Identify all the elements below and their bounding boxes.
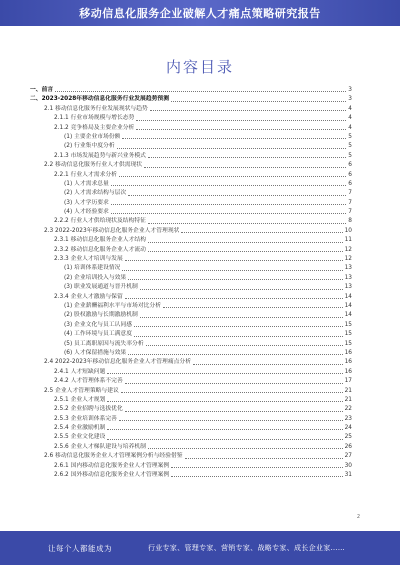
- toc-entry-title: 2.2.1 行业人才需求分析: [54, 171, 117, 178]
- toc-leader-dots: [148, 217, 346, 223]
- toc-entry-title: 2.4 2022-2023年移动信息化服务企业人才管理痛点分析: [44, 359, 192, 366]
- toc-entry[interactable]: [30, 142, 352, 151]
- toc-entry-title: 2.1.3 市场发展趋势与新兴业务模式: [54, 152, 146, 159]
- toc-entry[interactable]: [30, 452, 352, 461]
- toc-entry-page: 6: [348, 162, 352, 169]
- toc-entry[interactable]: [30, 105, 352, 114]
- toc-entry-title: 2.5.5 企业文化建设: [54, 434, 106, 441]
- toc-entry-page: 8: [348, 218, 352, 225]
- toc-entry-page: 15: [344, 321, 352, 328]
- report-title: 移动信息化服务企业破解人才痛点策略研究报告: [79, 7, 321, 20]
- toc-leader-dots: [181, 227, 342, 233]
- toc-entry-title: 一、前言: [30, 87, 54, 93]
- toc-entry[interactable]: [30, 462, 352, 471]
- toc-entry[interactable]: [30, 133, 352, 142]
- toc-entry[interactable]: [30, 255, 352, 264]
- toc-leader-dots: [107, 424, 342, 430]
- toc-leader-dots: [125, 293, 343, 299]
- toc-entry-page: 4: [348, 115, 352, 122]
- toc-entry-page: 16: [344, 349, 352, 356]
- toc-entry[interactable]: [30, 302, 352, 311]
- toc-leader-dots: [122, 133, 346, 139]
- toc-entry-page: 3: [348, 96, 352, 103]
- toc-entry[interactable]: [30, 208, 352, 217]
- toc-entry-title: 2.2 移动信息化服务行业人才供需现状: [44, 162, 143, 169]
- toc-entry-title: 2.1.1 行业市场规模与增长态势: [54, 115, 135, 122]
- toc-entry-page: 13: [344, 265, 352, 272]
- page-number: 2: [356, 514, 360, 520]
- toc-entry-title: (2) 行业集中度分析: [64, 143, 115, 150]
- toc-entry-page: 16: [344, 368, 352, 375]
- toc-entry-title: 2.3.2 移动信息化服务企业人才流动: [54, 246, 146, 253]
- toc-entry-page: 5: [348, 143, 352, 150]
- toc-entry-title: (5) 员工离职原因与流失率分析: [64, 340, 144, 347]
- toc-leader-dots: [171, 462, 342, 468]
- toc-leader-dots: [125, 377, 343, 383]
- toc-leader-dots: [125, 255, 343, 261]
- toc-leader-dots: [140, 311, 343, 317]
- toc-entry[interactable]: [30, 264, 352, 273]
- toc-leader-dots: [55, 86, 346, 92]
- toc-entry-title: 2.3.4 企业人才激励与保留: [54, 293, 123, 300]
- toc-entry-title: 2.5.1 企业人才规划: [54, 396, 106, 403]
- toc-leader-dots: [171, 95, 346, 101]
- toc-entry-title: 2.3.3 企业人才培训与发展: [54, 256, 123, 263]
- toc-list: [30, 86, 352, 480]
- toc-entry[interactable]: [30, 180, 352, 189]
- toc-entry-page: 14: [344, 293, 352, 300]
- toc-leader-dots: [119, 171, 346, 177]
- toc-leader-dots: [125, 405, 343, 411]
- toc-entry-page: 17: [344, 378, 352, 385]
- toc-entry-page: 15: [344, 331, 352, 338]
- toc-entry-page: 31: [344, 472, 352, 479]
- toc-entry-page: 14: [344, 312, 352, 319]
- toc-entry-title: (3) 企业文化与员工认同感: [64, 321, 133, 328]
- toc-entry[interactable]: [30, 86, 352, 95]
- toc-entry-title: 2.5 企业人才管理策略与建议: [44, 387, 119, 394]
- toc-entry-title: (4) 人才经验要求: [64, 209, 109, 216]
- toc-entry-page: 24: [344, 425, 352, 432]
- toc-entry-title: 2.5.4 企业激励机制: [54, 425, 106, 432]
- toc-leader-dots: [134, 321, 343, 327]
- toc-entry[interactable]: [30, 311, 352, 320]
- toc-entry-page: 16: [344, 359, 352, 366]
- toc-entry-page: 7: [348, 209, 352, 216]
- toc-entry[interactable]: [30, 246, 352, 255]
- toc-entry-title: 2.6.1 国内移动信息化服务企业人才管理案例: [54, 462, 170, 469]
- toc-entry[interactable]: [30, 217, 352, 226]
- toc-entry-page: 14: [344, 302, 352, 309]
- toc-entry-title: (2) 企业培训投入与效果: [64, 274, 127, 281]
- toc-entry-title: (2) 股权激励与长期激励机制: [64, 312, 138, 319]
- toc-entry-page: 25: [344, 434, 352, 441]
- toc-leader-dots: [111, 180, 346, 186]
- toc-entry[interactable]: [30, 114, 352, 123]
- document-page: [0, 26, 400, 531]
- toc-entry-page: 3: [348, 87, 352, 93]
- toc-leader-dots: [107, 396, 342, 402]
- toc-entry[interactable]: [30, 433, 352, 442]
- toc-leader-dots: [144, 161, 346, 167]
- toc-entry-page: 11: [344, 237, 352, 244]
- toc-leader-dots: [148, 236, 343, 242]
- toc-entry[interactable]: [30, 443, 352, 452]
- toc-entry-title: (1) 培训体系建设情况: [64, 265, 121, 272]
- toc-entry-page: 13: [344, 274, 352, 281]
- toc-entry[interactable]: [30, 387, 352, 396]
- toc-entry[interactable]: [30, 368, 352, 377]
- toc-leader-dots: [107, 368, 342, 374]
- footer-banner: [0, 531, 400, 565]
- toc-entry-page: 30: [344, 462, 352, 469]
- toc-entry-page: 12: [344, 256, 352, 263]
- toc-leader-dots: [122, 264, 342, 270]
- footer-slogan: 让每个人都能成为: [48, 543, 112, 553]
- toc-entry[interactable]: [30, 358, 352, 367]
- toc-leader-dots: [148, 246, 343, 252]
- toc-entry-title: 2.3 2022-2023年移动信息化服务企业人才管理现状: [44, 227, 180, 234]
- toc-leader-dots: [185, 452, 343, 458]
- toc-entry-page: 6: [348, 171, 352, 178]
- toc-entry-title: 2.6 移动信息化服务企业人才管理案例分析与经验借鉴: [44, 453, 183, 460]
- toc-leader-dots: [193, 358, 343, 364]
- report-header: [0, 0, 400, 26]
- toc-entry-title: (2) 人才需求结构与层次: [64, 190, 127, 197]
- toc-leader-dots: [117, 142, 347, 148]
- toc-entry-title: (6) 人才保留措施与效果: [64, 349, 127, 356]
- toc-leader-dots: [171, 471, 342, 477]
- toc-entry-page: 21: [344, 396, 352, 403]
- toc-entry[interactable]: [30, 349, 352, 358]
- toc-entry[interactable]: [30, 161, 352, 170]
- toc-entry[interactable]: [30, 199, 352, 208]
- toc-entry[interactable]: [30, 171, 352, 180]
- toc-entry[interactable]: [30, 189, 352, 198]
- toc-entry-title: 2.5.3 企业培训体系完善: [54, 415, 117, 422]
- toc-entry-title: (1) 企业薪酬福利水平与市场对比分析: [64, 302, 162, 309]
- toc-leader-dots: [163, 302, 343, 308]
- toc-entry[interactable]: [30, 321, 352, 330]
- toc-entry-page: 23: [344, 415, 352, 422]
- toc-entry-title: 2.6.2 国外移动信息化服务企业人才管理案例: [54, 472, 170, 479]
- toc-entry-page: 21: [344, 387, 352, 394]
- toc-leader-dots: [107, 433, 342, 439]
- toc-entry-page: 4: [348, 105, 352, 112]
- toc-entry[interactable]: [30, 293, 352, 302]
- toc-entry-title: 2.3.1 移动信息化服务企业人才结构: [54, 237, 146, 244]
- toc-entry[interactable]: [30, 424, 352, 433]
- toc-entry-title: 2.2.2 行业人才供给现状及结构特征: [54, 218, 146, 225]
- toc-entry[interactable]: [30, 124, 352, 133]
- toc-leader-dots: [134, 330, 343, 336]
- toc-title: 内容目录: [165, 58, 234, 76]
- toc-leader-dots: [146, 340, 343, 346]
- toc-entry[interactable]: [30, 405, 352, 414]
- toc-entry-title: 2.5.6 企业人才梯队建设与培养机制: [54, 443, 146, 450]
- toc-entry-page: 15: [344, 340, 352, 347]
- toc-entry-title: 二、2023-2028年移动信息化服务行业发展趋势预测: [30, 96, 170, 103]
- toc-entry-title: (4) 工作环境与员工满意度: [64, 331, 133, 338]
- toc-entry-title: (3) 职业发展通道与晋升机制: [64, 284, 138, 291]
- toc-entry[interactable]: [30, 340, 352, 349]
- toc-entry-page: 7: [348, 190, 352, 197]
- toc-leader-dots: [148, 443, 343, 449]
- toc-entry-title: (1) 人才需求总量: [64, 180, 109, 187]
- toc-entry-title: 2.5.2 企业招聘与选拔优化: [54, 406, 123, 413]
- toc-entry[interactable]: [30, 95, 352, 104]
- toc-entry[interactable]: [30, 152, 352, 161]
- toc-leader-dots: [111, 199, 346, 205]
- toc-entry[interactable]: [30, 330, 352, 339]
- toc-entry-title: 2.4.1 人才短缺问题: [54, 368, 106, 375]
- toc-leader-dots: [150, 105, 346, 111]
- toc-entry-title: 2.4.2 人才管理体系不完善: [54, 378, 123, 385]
- toc-entry-page: 12: [344, 246, 352, 253]
- toc-entry-page: 6: [348, 180, 352, 187]
- toc-entry[interactable]: [30, 283, 352, 292]
- toc-leader-dots: [111, 208, 346, 214]
- toc-entry-title: (3) 人才学历要求: [64, 199, 109, 206]
- toc-leader-dots: [140, 283, 343, 289]
- toc-entry-page: 13: [344, 284, 352, 291]
- toc-leader-dots: [119, 415, 343, 421]
- toc-leader-dots: [148, 152, 346, 158]
- toc-leader-dots: [136, 124, 346, 130]
- toc-entry[interactable]: [30, 274, 352, 283]
- toc-entry-title: (1) 主要企业市场份额: [64, 133, 121, 140]
- toc-entry[interactable]: [30, 396, 352, 405]
- toc-entry-title: 2.1.2 竞争格局及主要企业分析: [54, 124, 135, 131]
- toc-leader-dots: [136, 114, 346, 120]
- toc-entry-page: 27: [344, 453, 352, 460]
- toc-entry-page: 26: [344, 443, 352, 450]
- toc-leader-dots: [128, 349, 342, 355]
- toc-leader-dots: [128, 189, 346, 195]
- toc-leader-dots: [128, 274, 342, 280]
- footer-roles: 行业专家、管理专家、营销专家、战略专家、成长企业家……: [148, 544, 346, 552]
- toc-entry-page: 10: [344, 227, 352, 234]
- toc-entry[interactable]: [30, 236, 352, 245]
- toc-entry-page: 7: [348, 199, 352, 206]
- toc-entry-page: 5: [348, 133, 352, 140]
- toc-entry[interactable]: [30, 227, 352, 236]
- toc-entry-page: 22: [344, 406, 352, 413]
- toc-entry-page: 5: [348, 152, 352, 159]
- toc-entry[interactable]: [30, 471, 352, 480]
- toc-leader-dots: [121, 387, 343, 393]
- toc-entry-page: 4: [348, 124, 352, 131]
- toc-entry-title: 2.1 移动信息化服务行业发展现状与趋势: [44, 105, 148, 112]
- toc-entry[interactable]: [30, 377, 352, 386]
- toc-entry[interactable]: [30, 415, 352, 424]
